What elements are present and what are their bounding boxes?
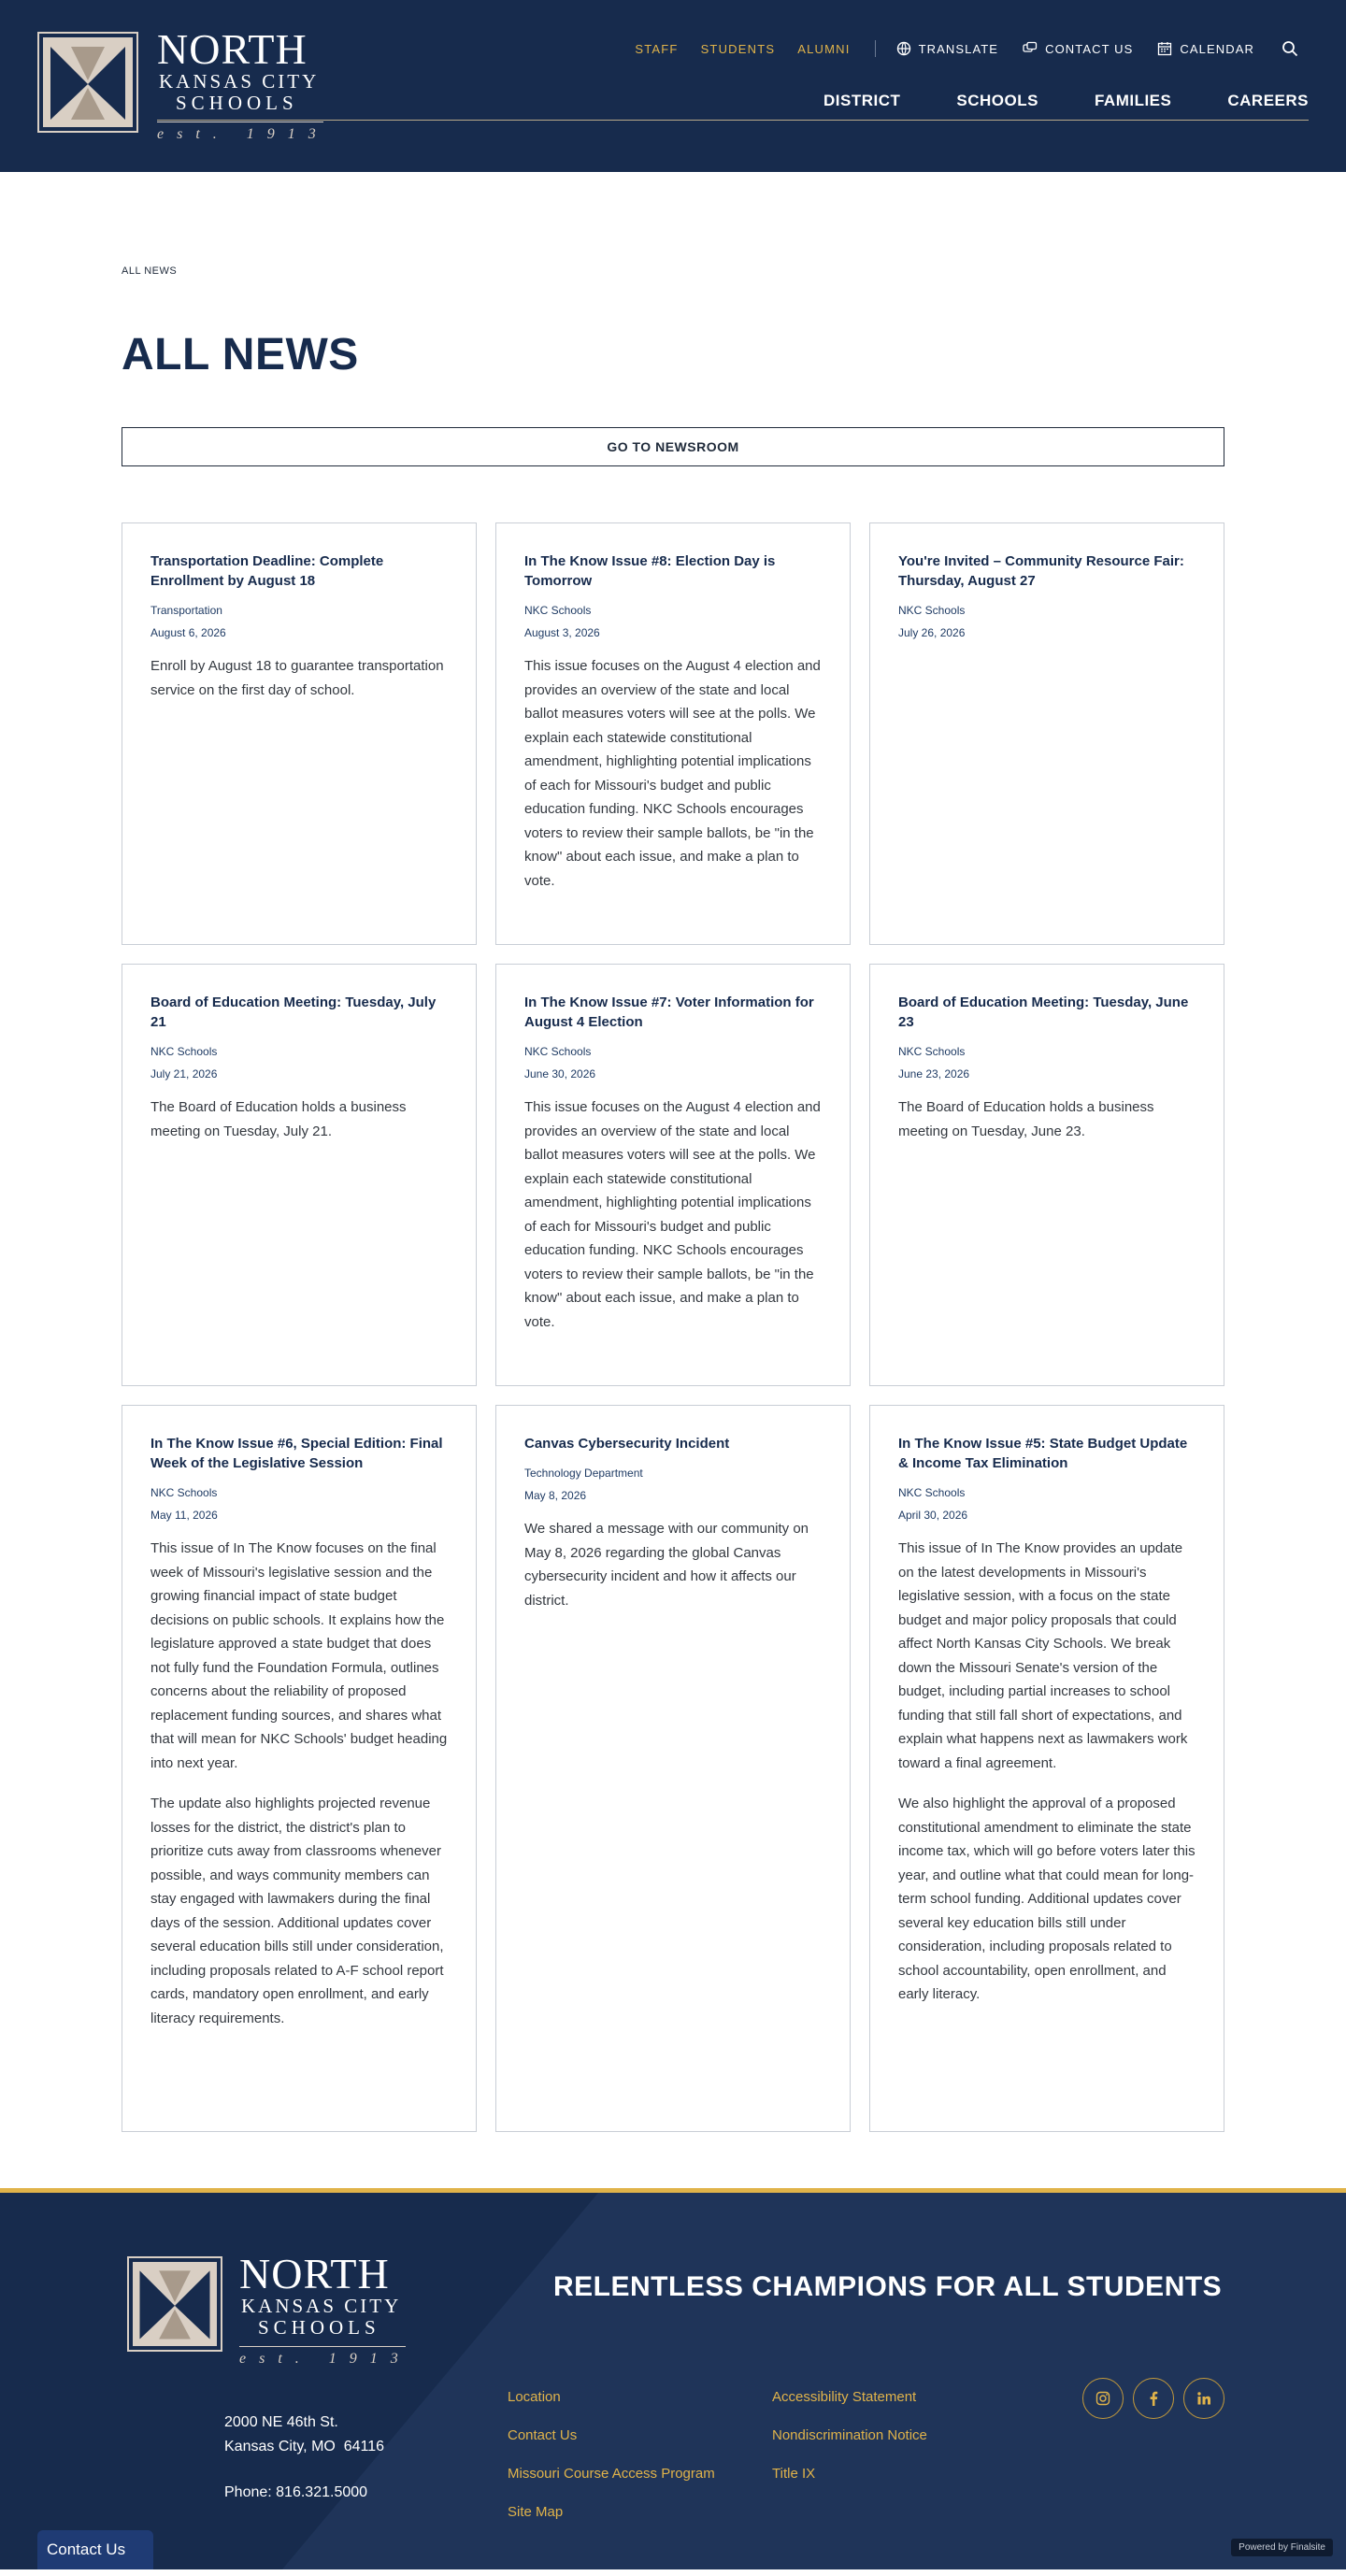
go-to-newsroom-button[interactable]: GO TO NEWSROOM — [122, 427, 1224, 466]
news-card-summary — [898, 1537, 1196, 2007]
news-card-title[interactable]: Board of Education Meeting: Tuesday, June 23 — [898, 995, 1189, 1030]
news-card-summary — [524, 1517, 822, 1612]
news-card-paragraph: This issue focuses on the August 4 election and provides an overview of the state and local ballot measures voters will see at the polls. We explain each statewide constitutional amendment, highlighting potential implications of each for Missouri's budget and public education funding. NKC Schools encourages voters to review their sample ballots, be "in the know" about each issue, and make a plan to vote. — [524, 1099, 821, 1330]
district-logo[interactable] — [37, 25, 336, 144]
nav-schools[interactable]: SCHOOLS — [956, 92, 1038, 109]
logo-mark-icon — [37, 32, 138, 133]
logo-north: NORTH — [157, 25, 308, 73]
news-card[interactable] — [495, 964, 851, 1386]
utility-link-students[interactable]: STUDENTS — [700, 41, 776, 56]
footer-link-contact-us[interactable]: Contact Us — [508, 2427, 578, 2443]
facebook-icon — [1147, 2391, 1160, 2406]
news-card[interactable] — [495, 522, 851, 945]
news-card-category: Transportation — [150, 604, 222, 617]
news-card-date: April 30, 2026 — [898, 1509, 968, 1522]
news-card-title[interactable]: You're Invited – Community Resource Fair: Thursday, August 27 — [898, 553, 1184, 589]
news-card-summary — [898, 1095, 1196, 1143]
news-card[interactable] — [869, 1405, 1224, 2132]
utility-link-alumni[interactable]: ALUMNI — [797, 41, 851, 56]
header-divider — [157, 120, 1309, 121]
news-card-paragraph: This issue focuses on the August 4 election and provides an overview of the state and local ballot measures voters will see at the polls. We explain each statewide constitutional amendment, highlighting potential implications of each for Missouri's budget and public education funding. NKC Schools encourages voters to review their sample ballots, be "in the know" about each issue, and make a plan to vote. — [524, 658, 821, 889]
calendar-link[interactable] — [1157, 41, 1254, 56]
instagram-button[interactable] — [1082, 2378, 1124, 2419]
instagram-icon — [1095, 2391, 1110, 2406]
nav-careers[interactable]: CAREERS — [1227, 92, 1309, 109]
news-card-paragraph: The Board of Education holds a business meeting on Tuesday, June 23. — [898, 1099, 1154, 1139]
contact-us-link[interactable] — [1023, 41, 1133, 56]
news-card-category: Technology Department — [524, 1467, 643, 1480]
logo-kansas-city: KANSAS CITY — [159, 70, 320, 93]
news-card-summary — [150, 1537, 448, 2030]
news-card-paragraph: We shared a message with our community on May 8, 2026 regarding the global Canvas cybersecurity incident and how it affects our district. — [524, 1521, 809, 1609]
news-card-paragraph: The update also highlights projected revenue losses for the district, the district's plan to prioritize cuts away from classrooms whenever possible, and ways community members can stay engaged with lawmakers during the final days of the session. Additional updates cover several education bills still under consideration, including proposals related to A-F school report cards, mandatory open enrollment, and early literacy requirements. — [150, 1796, 444, 2026]
facebook-button[interactable] — [1133, 2378, 1174, 2419]
news-card-category: NKC Schools — [150, 1486, 218, 1499]
footer-links-column-2 — [772, 2378, 927, 2493]
news-card-summary — [150, 1095, 448, 1143]
logo-wordmark — [239, 2250, 411, 2368]
address-line-2: Kansas City, MO 64116 — [224, 2439, 385, 2454]
nav-district[interactable]: DISTRICT — [823, 92, 901, 109]
news-card-date: July 21, 2026 — [150, 1067, 218, 1080]
news-card-date: May 8, 2026 — [524, 1489, 587, 1502]
news-card-title[interactable]: In The Know Issue #6, Special Edition: Final Week of the Legislative Session — [150, 1436, 443, 1471]
news-card-summary — [524, 654, 822, 893]
news-card-category: NKC Schools — [898, 1045, 966, 1058]
footer-link-location[interactable]: Location — [508, 2389, 561, 2405]
footer-links-column-1 — [508, 2378, 715, 2531]
logo-rule — [239, 2346, 406, 2347]
news-card-title[interactable]: In The Know Issue #7: Voter Information for August 4 Election — [524, 995, 814, 1030]
news-card[interactable] — [495, 1405, 851, 2132]
footer-phone[interactable]: Phone: 816.321.5000 — [224, 2484, 368, 2500]
logo-schools: SCHOOLS — [258, 2316, 380, 2339]
footer-logo[interactable] — [127, 2250, 426, 2378]
news-card-category: NKC Schools — [898, 1486, 966, 1499]
news-card-date: June 30, 2026 — [524, 1067, 596, 1080]
main-content — [0, 172, 1346, 2188]
social-links — [1082, 2378, 1234, 2419]
news-card-date: July 26, 2026 — [898, 626, 966, 639]
search-button[interactable] — [1279, 37, 1301, 60]
translate-label: TRANSLATE — [918, 41, 999, 56]
linkedin-button[interactable] — [1183, 2378, 1224, 2419]
linkedin-icon — [1196, 2391, 1211, 2406]
utility-divider — [875, 40, 876, 57]
footer-link-site-map[interactable]: Site Map — [508, 2504, 564, 2520]
news-card-category: NKC Schools — [524, 604, 592, 617]
news-card-summary — [524, 1095, 822, 1334]
translate-button[interactable] — [896, 41, 999, 56]
footer-link-course-access[interactable]: Missouri Course Access Program — [508, 2466, 715, 2482]
news-card-date: May 11, 2026 — [150, 1509, 218, 1522]
calendar-icon — [1157, 41, 1172, 56]
footer-link-title-ix[interactable]: Title IX — [772, 2466, 816, 2482]
address-line-1: 2000 NE 46th St. — [224, 2414, 338, 2430]
news-card-category: NKC Schools — [898, 604, 966, 617]
news-card[interactable] — [869, 522, 1224, 945]
news-card[interactable] — [122, 522, 477, 945]
news-card-title[interactable]: Board of Education Meeting: Tuesday, July 21 — [150, 995, 437, 1030]
footer-link-nondiscrimination[interactable]: Nondiscrimination Notice — [772, 2427, 927, 2443]
news-card-paragraph: We also highlight the approval of a proposed constitutional amendment to eliminate the state income tax, which will go before voters later this year, and outline what that could mean for long-term school funding. Additional updates cover several key education bills still under consideration, including proposals related to school accountability, open enrollment, and early literacy. — [898, 1796, 1196, 2002]
site-header — [0, 0, 1346, 172]
news-card-paragraph: The Board of Education holds a business meeting on Tuesday, July 21. — [150, 1099, 407, 1139]
news-card-category: NKC Schools — [524, 1045, 592, 1058]
footer-link-accessibility[interactable]: Accessibility Statement — [772, 2389, 917, 2405]
logo-kansas-city: KANSAS CITY — [241, 2295, 402, 2317]
news-card-title[interactable]: In The Know Issue #5: State Budget Update & Income Tax Elimination — [898, 1436, 1188, 1471]
footer-address — [224, 2411, 384, 2459]
site-footer — [0, 2188, 1346, 2569]
news-card-title[interactable]: Canvas Cybersecurity Incident — [524, 1436, 730, 1452]
logo-est: est. 1913 — [157, 126, 329, 142]
news-card-date: August 3, 2026 — [524, 626, 600, 639]
contact-us-tab[interactable]: Contact Us — [37, 2530, 153, 2569]
news-card-paragraph: This issue of In The Know focuses on the final week of Missouri's legislative session and the growing financial impact of state budget decisions on public schools. It explains how the legislature approved a state budget that does not fully fund the Foundation Formula, outlines concerns about the reliability of proposed replacement funding sources, and shares what that will mean for NKC Schools' budget heading into next year. — [150, 1540, 448, 1771]
news-card-paragraph: This issue of In The Know provides an update on the latest developments in Missouri's legislative session, with a focus on the state budget and major policy proposals that could affect North Kansas City Schools. We break down the Missouri Senate's version of the budget, including partial increases to school funding that still fall short of expectations, and explain what happens next as lawmakers work toward a final agreement. — [898, 1540, 1188, 1771]
logo-wordmark — [157, 25, 329, 143]
news-card-title[interactable]: Transportation Deadline: Complete Enrollment by August 18 — [150, 553, 384, 589]
news-card-summary — [150, 654, 448, 702]
news-card[interactable] — [122, 1405, 477, 2132]
news-card[interactable] — [122, 964, 477, 1386]
main-nav — [767, 92, 1309, 110]
calendar-label: CALENDAR — [1180, 41, 1254, 56]
search-icon — [1282, 40, 1298, 57]
page-title: ALL NEWS — [122, 330, 359, 379]
logo-mark-icon — [127, 2256, 222, 2352]
news-card-paragraph: Enroll by August 18 to guarantee transportation service on the first day of school. — [150, 658, 444, 698]
breadcrumb[interactable]: ALL NEWS — [122, 265, 178, 277]
news-card-date: June 23, 2026 — [898, 1067, 970, 1080]
logo-schools: SCHOOLS — [176, 92, 298, 114]
news-card-date: August 6, 2026 — [150, 626, 226, 639]
contact-us-label: CONTACT US — [1045, 41, 1134, 56]
utility-link-staff[interactable]: STAFF — [635, 41, 679, 56]
news-grid — [122, 522, 1224, 2132]
powered-by-badge[interactable]: Powered by Finalsite — [1231, 2539, 1333, 2556]
news-card[interactable] — [869, 964, 1224, 1386]
news-card-category: NKC Schools — [150, 1045, 218, 1058]
nav-families[interactable]: FAMILIES — [1094, 92, 1172, 109]
logo-est: est. 1913 — [239, 2351, 411, 2367]
news-card-title[interactable]: In The Know Issue #8: Election Day is Tomorrow — [524, 553, 776, 589]
globe-icon — [896, 41, 911, 56]
footer-tagline: RELENTLESS CHAMPIONS FOR ALL STUDENTS — [553, 2271, 1223, 2302]
chat-icon — [1023, 41, 1038, 56]
logo-north: NORTH — [239, 2250, 390, 2297]
utility-nav — [612, 37, 1301, 60]
